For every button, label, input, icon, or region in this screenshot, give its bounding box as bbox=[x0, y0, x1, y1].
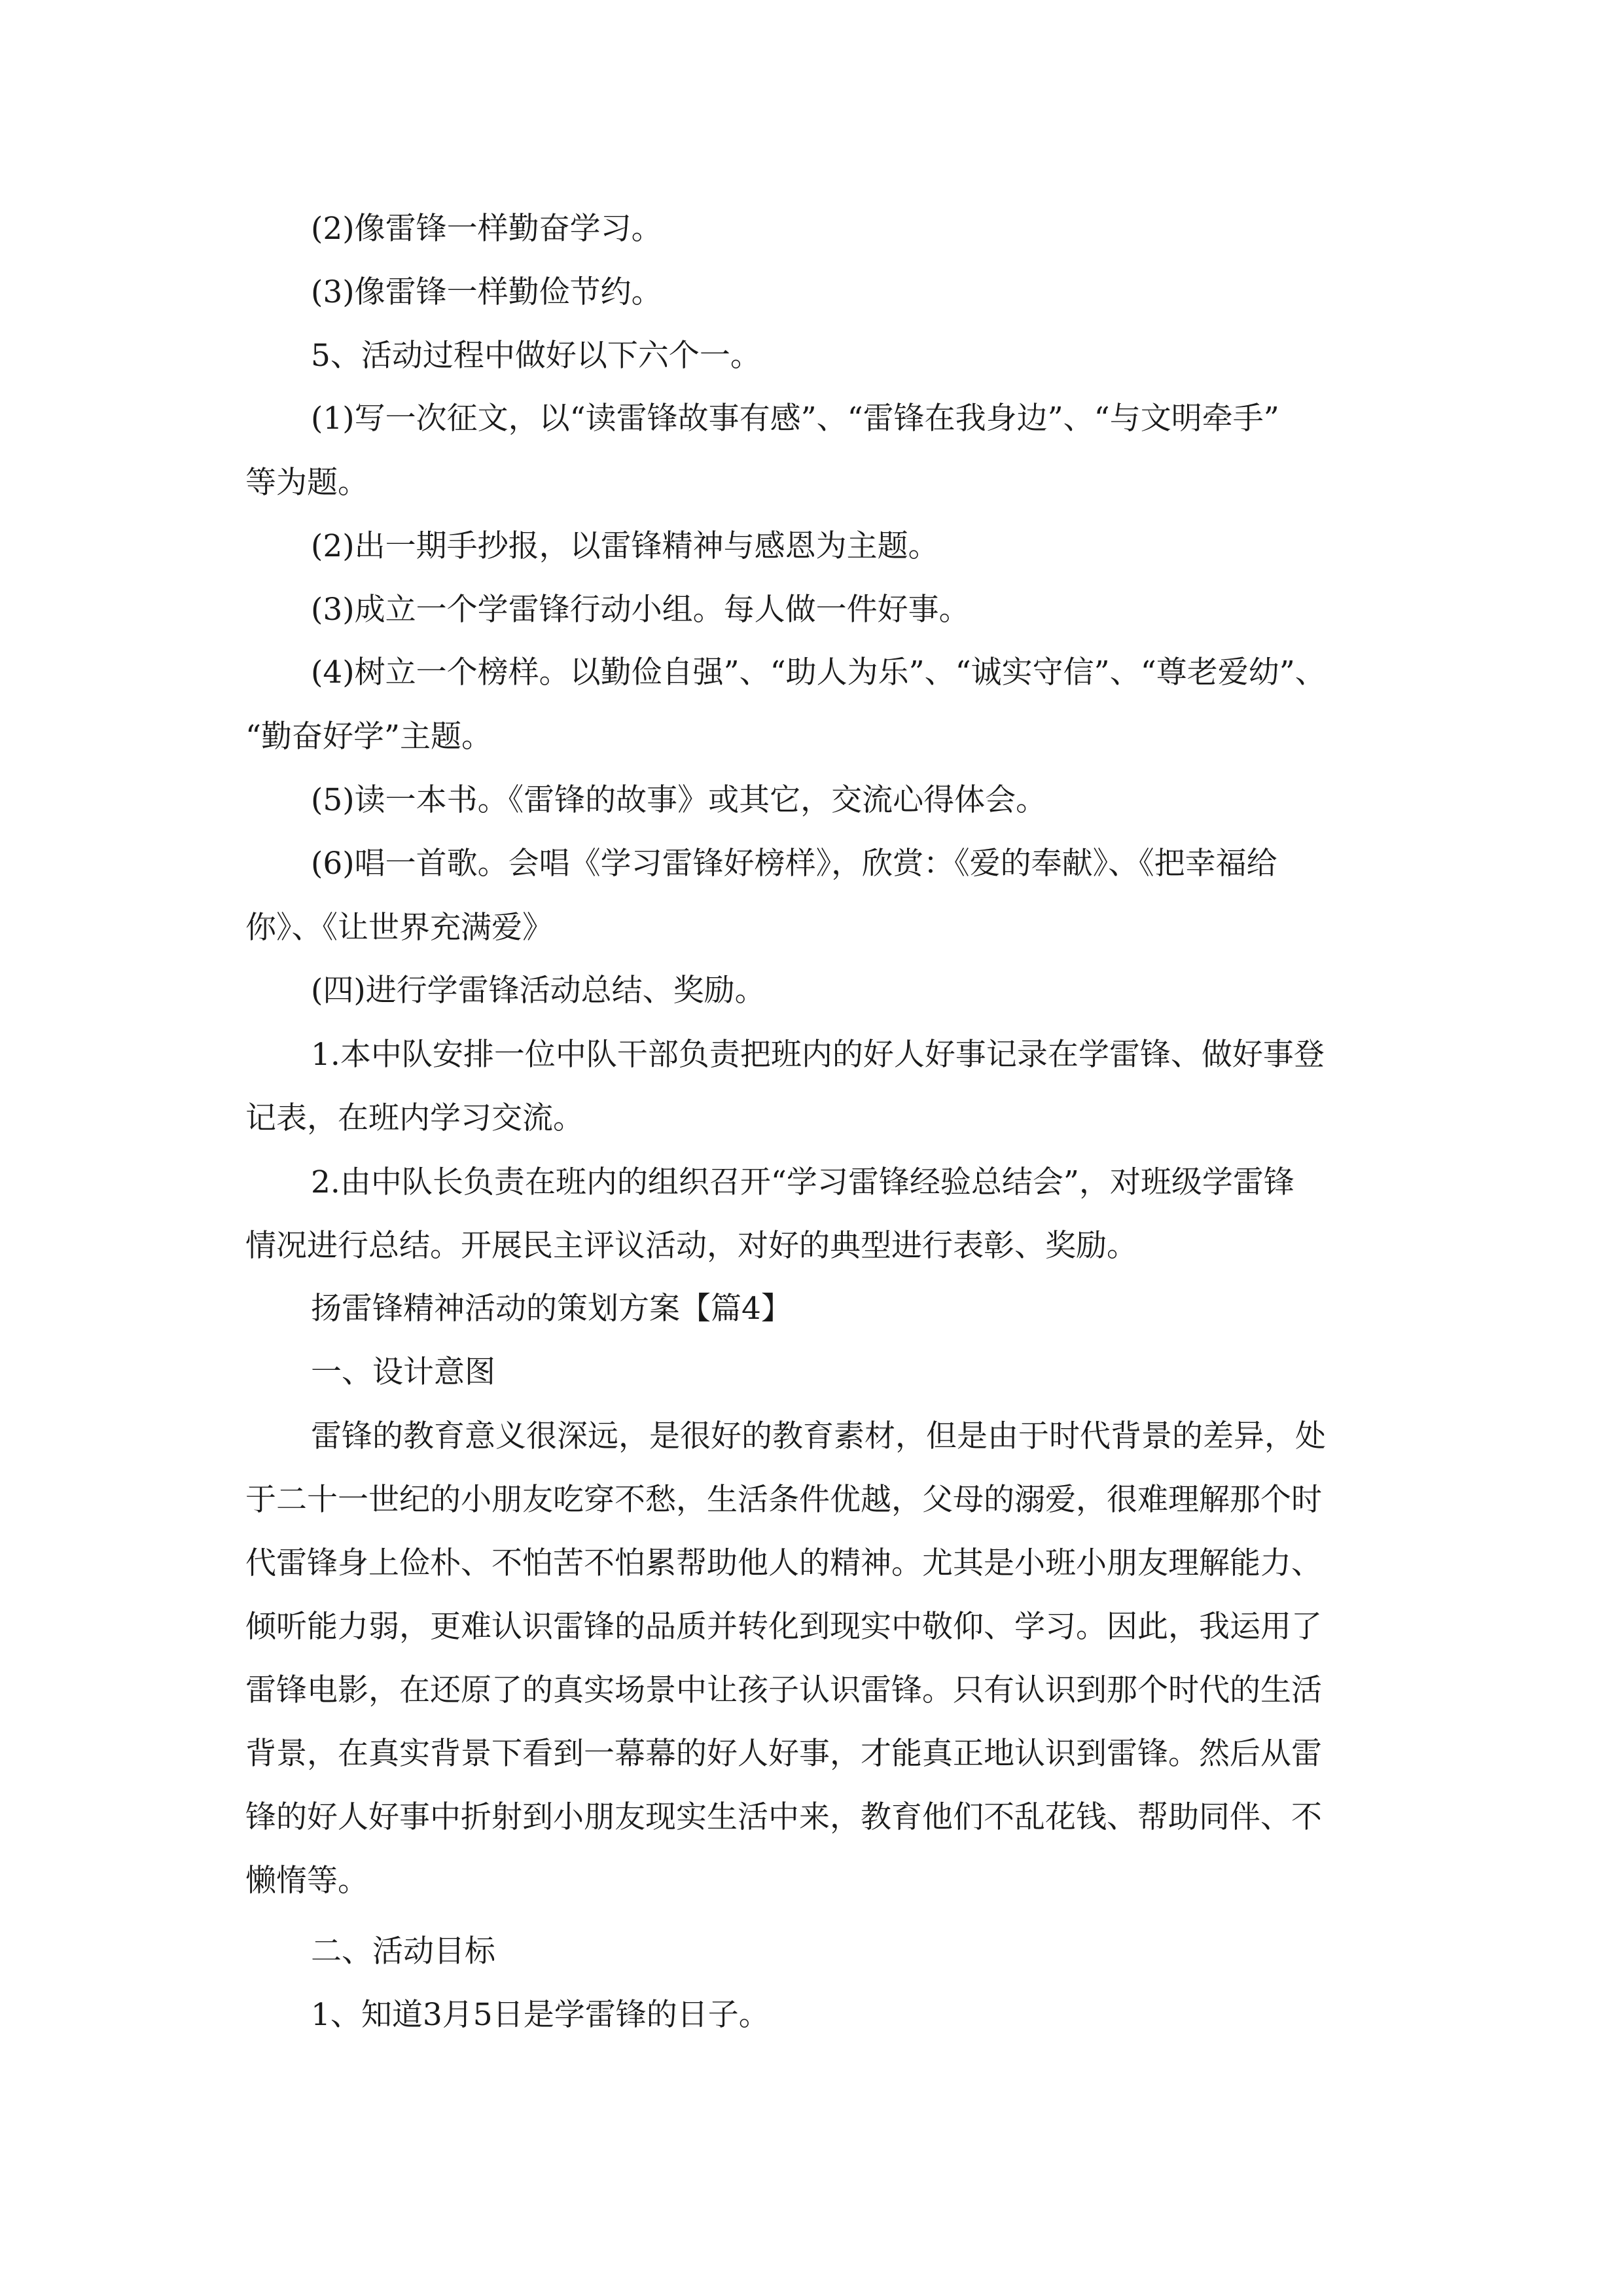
text-line: (2)像雷锋一样勤奋学习。 bbox=[311, 211, 662, 247]
section-heading: (四)进行学雷锋活动总结、奖励。 bbox=[311, 973, 766, 1009]
text-line: 代雷锋身上俭朴、不怕苦不怕累帮助他人的精神。尤其是小班小朋友理解能力、 bbox=[245, 1545, 1322, 1581]
article-title: 扬雷锋精神活动的策划方案【篇4】 bbox=[311, 1291, 792, 1327]
text-line: 情况进行总结。开展民主评议活动，对好的典型进行表彰、奖励。 bbox=[245, 1228, 1137, 1264]
section-heading: 一、设计意图 bbox=[311, 1354, 495, 1390]
text-line: 锋的好人好事中折射到小朋友现实生活中来，教育他们不乱花钱、帮助同伴、不 bbox=[245, 1799, 1322, 1835]
text-line: 记表，在班内学习交流。 bbox=[245, 1100, 584, 1136]
text-line: 背景，在真实背景下看到一幕幕的好人好事，才能真正地认识到雷锋。然后从雷 bbox=[245, 1736, 1322, 1772]
text-line: (2)出一期手抄报，以雷锋精神与感恩为主题。 bbox=[311, 528, 939, 564]
text-line: (4)树立一个榜样。以勤俭自强”、“助人为乐”、“诚实守信”、“尊老爱幼”、 bbox=[311, 655, 1326, 691]
text-line: 雷锋的教育意义很深远，是很好的教育素材，但是由于时代背景的差异，处 bbox=[311, 1418, 1326, 1454]
text-line: 懒惰等。 bbox=[245, 1863, 368, 1899]
text-line: 倾听能力弱，更难认识雷锋的品质并转化到现实中敬仰、学习。因此，我运用了 bbox=[245, 1609, 1322, 1645]
text-line: (6)唱一首歌。会唱《学习雷锋好榜样》，欣赏：《爱的奉献》、《把幸福给 bbox=[311, 846, 1277, 882]
text-line: (1)写一次征文，以“读雷锋故事有感”、“雷锋在我身边”、“与文明牵手” bbox=[311, 401, 1279, 437]
text-line: 5、活动过程中做好以下六个一。 bbox=[311, 338, 761, 374]
text-line: 于二十一世纪的小朋友吃穿不愁，生活条件优越，父母的溺爱，很难理解那个时 bbox=[245, 1482, 1322, 1518]
text-line: (5)读一本书。《雷锋的故事》或其它，交流心得体会。 bbox=[311, 782, 1047, 818]
text-line: 雷锋电影，在还原了的真实场景中让孩子认识雷锋。只有认识到那个时代的生活 bbox=[245, 1672, 1322, 1708]
text-line: (3)成立一个学雷锋行动小组。每人做一件好事。 bbox=[311, 592, 970, 628]
text-line: “勤奋好学”主题。 bbox=[245, 719, 493, 755]
text-line: 你》、《让世界充满爱》 bbox=[245, 910, 553, 946]
text-line: (3)像雷锋一样勤俭节约。 bbox=[311, 274, 662, 310]
text-line: 1.本中队安排一位中队干部负责把班内的好人好事记录在学雷锋、做好事登 bbox=[311, 1037, 1325, 1073]
text-line: 2.由中队长负责在班内的组织召开“学习雷锋经验总结会”，对班级学雷锋 bbox=[311, 1164, 1294, 1200]
section-heading: 二、活动目标 bbox=[311, 1933, 495, 1969]
text-line: 等为题。 bbox=[245, 465, 368, 501]
text-line: 1、知道3月5日是学雷锋的日子。 bbox=[311, 1997, 770, 2033]
